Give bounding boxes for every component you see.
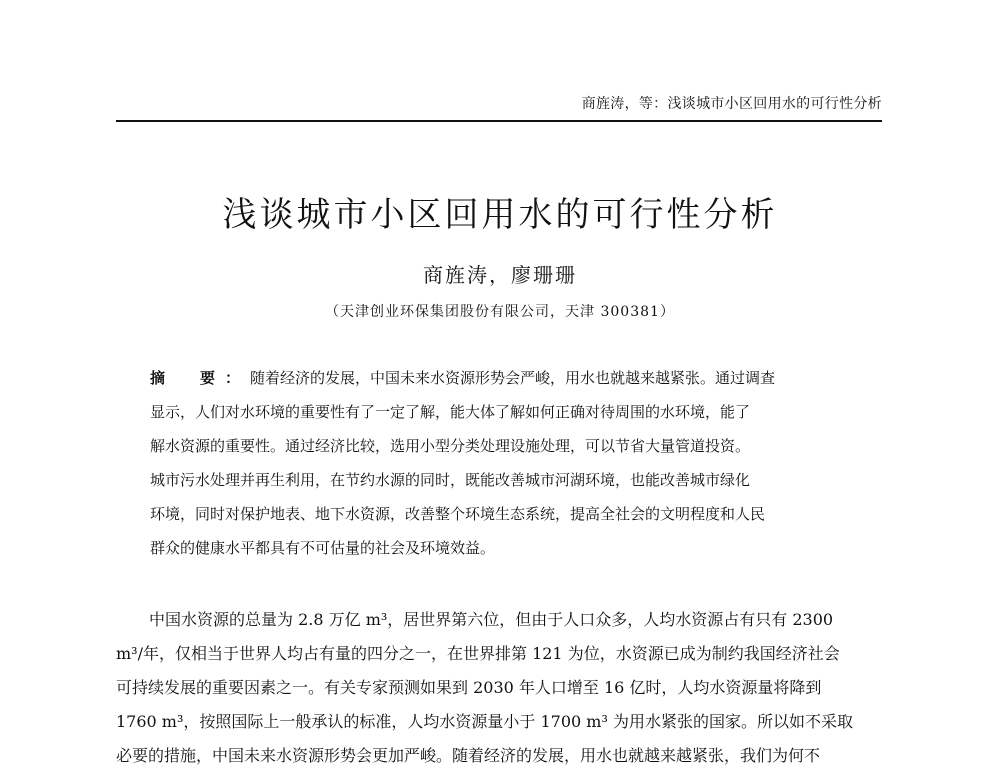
abstract-text: 随着经济的发展，中国未来水资源形势会严峻，用水也就越来越紧张。通过调查 [250, 369, 776, 387]
authors: 商旌涛，廖珊珊 [423, 263, 577, 287]
body-line: 1760 m³，按照国际上一般承认的标准，人均水资源量小于 1700 m³ 为用水紧张的国家。所以如不采取 [116, 712, 853, 731]
body-line: 中国水资源的总量为 2.8 万亿 m³，居世界第六位，但由于人口众多，人均水资源占有只有 2300 [149, 610, 834, 629]
body-line: 可持续发展的重要因素之一。有关专家预测如果到 2030 年人口增至 16 亿时，人均水资源量将降到 [116, 678, 822, 697]
affiliation: （天津创业环保集团股份有限公司，天津 300381） [325, 304, 675, 320]
abstract-line: 群众的健康水平都具有不可估量的社会及环境效益。 [150, 539, 496, 557]
abstract-line: 解水资源的重要性。通过经济比较，选用小型分类处理设施处理，可以节省大量管道投资。 [150, 437, 751, 455]
body-line: 必要的措施，中国未来水资源形势会更加严峻。随着经济的发展，用水也就越来越紧张，我们为何不 [116, 746, 821, 765]
abstract-label: 摘 要： [150, 369, 251, 387]
running-header: 商旌涛，等：浅谈城市小区回用水的可行性分析 [581, 96, 882, 112]
page-title: 浅谈城市小区回用水的可行性分析 [222, 195, 778, 235]
abstract-line: 环境，同时对保护地表、地下水资源，改善整个环境生态系统，提高全社会的文明程度和人民 [150, 505, 766, 523]
abstract-line [150, 361, 850, 395]
body-text [116, 603, 886, 773]
abstract [150, 361, 850, 565]
header-rule [116, 120, 882, 122]
abstract-line: 城市污水处理并再生利用，在节约水源的同时，既能改善城市河湖环境，也能改善城市绿化 [150, 471, 751, 489]
body-line: m³/年，仅相当于世界人均占有量的四分之一，在世界排第 121 为位，水资源已成为制约我国经济社会 [116, 644, 840, 663]
abstract-line: 显示，人们对水环境的重要性有了一定了解，能大体了解如何正确对待周围的水环境，能了 [150, 403, 751, 421]
